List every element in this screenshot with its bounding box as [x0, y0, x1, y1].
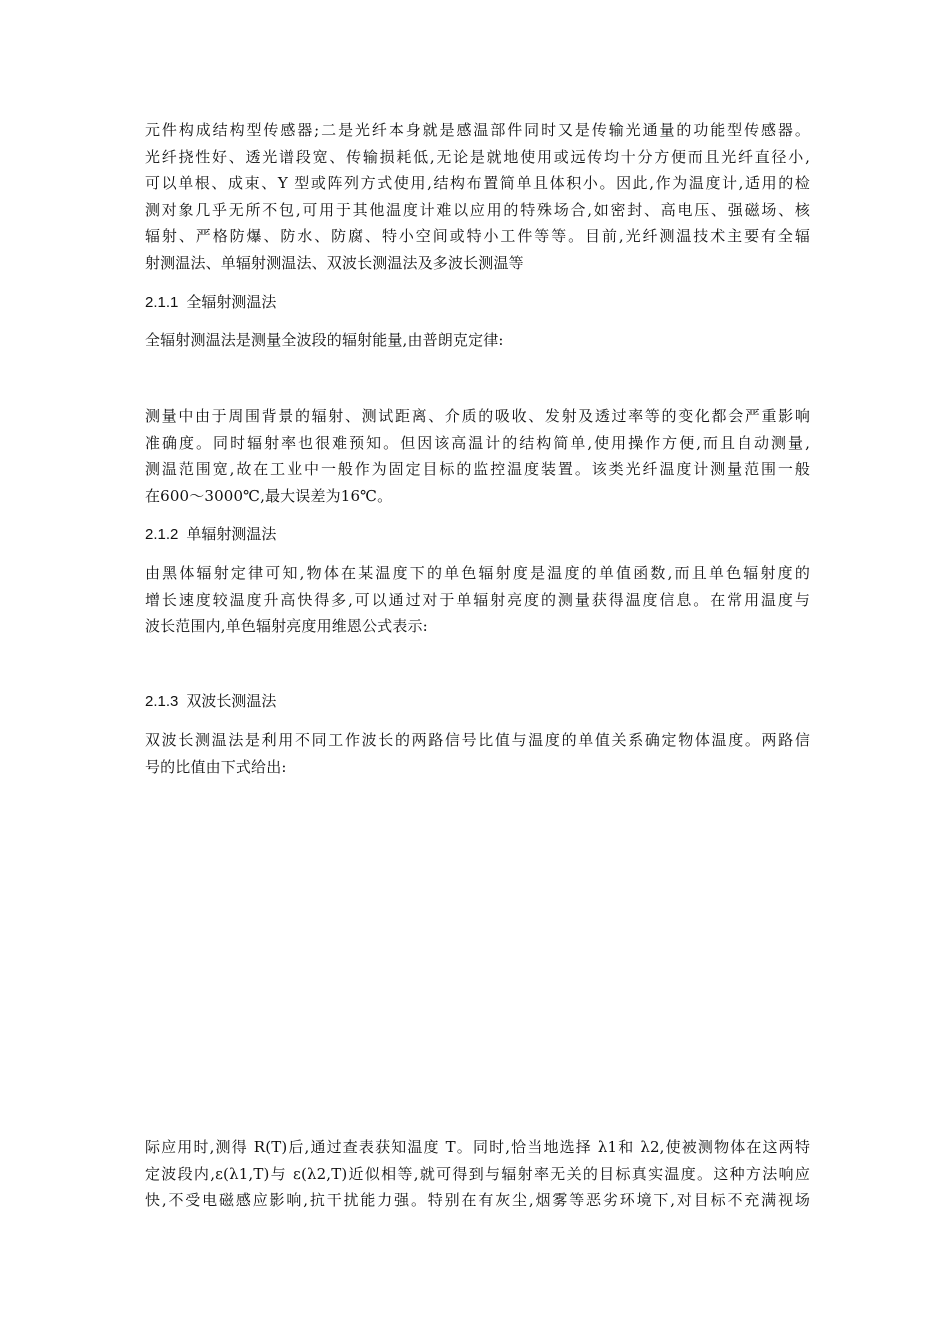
- section-number: 2.1.1: [145, 294, 179, 311]
- text-line: 元件构成结构型传感器;二是光纤本身就是感温部件同时又是传输光通量的功能型传感器。: [145, 121, 810, 139]
- text-line: 快,不受电磁感应影响,抗干扰能力强。特别在有灰尘,烟雾等恶劣环境下,对目标不充满视场: [145, 1191, 810, 1209]
- section-number: 2.1.2: [145, 526, 179, 543]
- text-line: 定波段内,ε(λ1,T)与 ε(λ2,T)近似相等,就可得到与辐射率无关的目标真实温度。这种方法响应: [145, 1164, 810, 1183]
- section-heading-2-1-2: [145, 524, 276, 545]
- text-line: 射测温法、单辐射测温法、双波长测温法及多波长测温等: [145, 253, 524, 272]
- paragraph-full-radiation: [145, 327, 810, 354]
- text-line: 波长范围内,单色辐射亮度用维恩公式表示:: [145, 617, 428, 635]
- text-line: 际应用时,测得 R(T)后,通过查表获知温度 T。同时,恰当地选择 λ1和 λ2,使被测物体在这两特: [145, 1138, 810, 1156]
- text-line: 光纤挠性好、透光谱段宽、传输损耗低,无论是就地使用或远传均十分方便而且光纤直径小,: [145, 147, 810, 166]
- text-line: 辐射、严格防爆、防水、防腐、特小空间或特小工件等等。目前,光纤测温技术主要有全辐: [145, 227, 810, 245]
- section-title: 单辐射测温法: [186, 525, 277, 543]
- text-line: 由黑体辐射定律可知,物体在某温度下的单色辐射度是温度的单值函数,而且单色辐射度的: [145, 564, 810, 582]
- section-heading-2-1-1: [145, 292, 276, 313]
- paragraph-application: [145, 1134, 810, 1214]
- section-title: 全辐射测温法: [186, 293, 277, 311]
- text-line: 可以单根、成束、Y 型或阵列方式使用,结构布置简单且体积小。因此,作为温度计,适用的检: [145, 174, 810, 192]
- section-number: 2.1.3: [145, 693, 179, 710]
- paragraph-measurement-accuracy: [145, 403, 810, 509]
- equation-placeholder: [145, 360, 810, 400]
- text-line: 测温范围宽,故在工业中一般作为固定目标的监控温度装置。该类光纤温度计测量范围一般: [145, 460, 810, 478]
- text-line: 增长速度较温度升高快得多,可以通过对于单辐射亮度的测量获得温度信息。在常用温度与: [145, 590, 810, 609]
- text-line: 在600～3000℃,最大误差为16℃。: [145, 486, 393, 505]
- equation-placeholder: [145, 790, 810, 1130]
- text-line: 双波长测温法是利用不同工作波长的两路信号比值与温度的单值关系确定物体温度。两路信: [145, 731, 810, 749]
- section-heading-2-1-3: [145, 691, 276, 712]
- paragraph-fiber-sensor-intro: [145, 117, 810, 276]
- text-line: 全辐射测温法是测量全波段的辐射能量,由普朗克定律:: [145, 331, 504, 349]
- section-title: 双波长测温法: [186, 692, 277, 710]
- text-line: 测对象几乎无所不包,可用于其他温度计难以应用的特殊场合,如密封、高电压、强磁场、核: [145, 200, 810, 219]
- text-line: 测量中由于周围背景的辐射、测试距离、介质的吸收、发射及透过率等的变化都会严重影响: [145, 407, 810, 425]
- paragraph-single-radiation: [145, 560, 810, 640]
- text-line: 号的比值由下式给出:: [145, 757, 287, 776]
- paragraph-dual-wavelength: [145, 727, 810, 780]
- equation-placeholder: [145, 645, 810, 685]
- text-line: 准确度。同时辐射率也很难预知。但因该高温计的结构简单,使用操作方便,而且自动测量,: [145, 433, 810, 452]
